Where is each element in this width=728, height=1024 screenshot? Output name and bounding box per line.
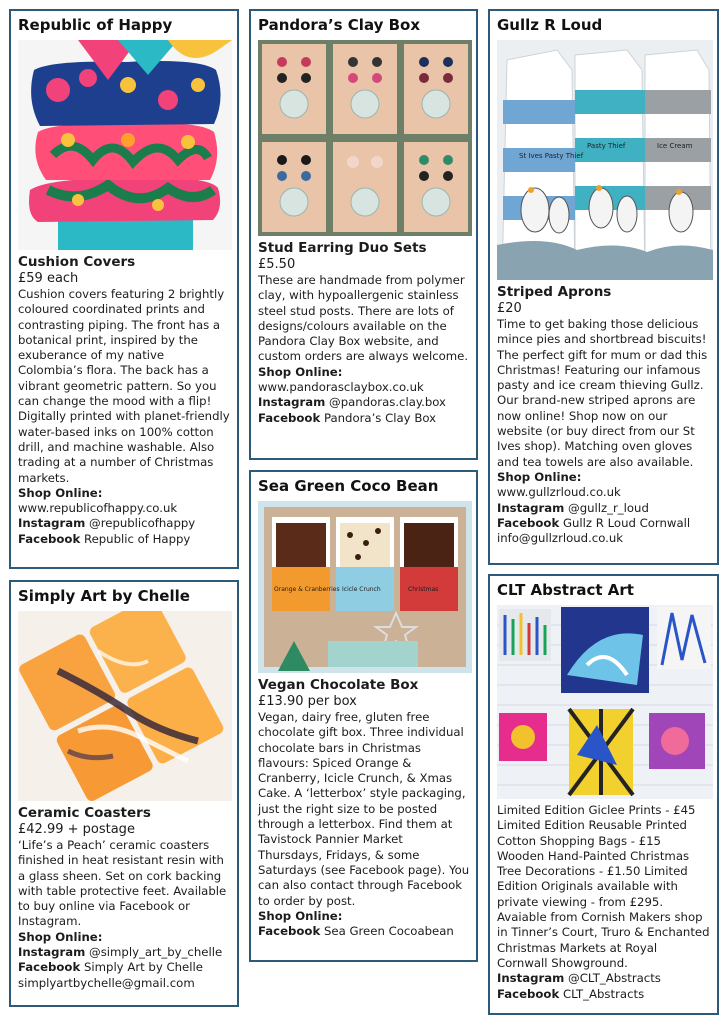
facebook-label: Facebook (18, 960, 81, 975)
instagram-line[interactable] (258, 395, 470, 410)
product-description: These are handmade from polymer clay, with hypoallergenic stainless steel stud posts. There are lots of designs/colours available on the Pandora Clay Box website, and custom orders are always welcome. (258, 273, 469, 364)
product-description: ‘Life’s a Peach’ ceramic coasters finished in heat resistant resin with a glass sheen. Set on cork backing with table protective feet. Available to buy online via Facebook or Instagram. (18, 838, 227, 929)
card-republic-of-happy (9, 9, 239, 569)
apron-text-3: Ice Cream (657, 142, 693, 150)
facebook-label: Facebook (18, 531, 81, 546)
instagram-handle: @gullz_r_loud (568, 500, 649, 515)
vendor-name: Republic of Happy (18, 16, 173, 34)
facebook-line[interactable] (497, 987, 711, 1002)
bar-label-2: Icicle Crunch (342, 586, 381, 593)
product-price: £42.99 + postage (18, 822, 135, 837)
card-clt-abstract-art (488, 574, 719, 1015)
instagram-line[interactable] (18, 945, 231, 960)
chocolate-box-photo (258, 501, 472, 673)
shop-online-label: Shop Online: (18, 929, 103, 944)
product-title: Stud Earring Duo Sets (258, 240, 427, 256)
apron-text-2: Pasty Thief (587, 142, 626, 150)
shop-online-label: Shop Online: (497, 469, 582, 484)
vendor-name: Simply Art by Chelle (18, 587, 190, 605)
instagram-line[interactable] (497, 971, 711, 986)
vendor-name: CLT Abstract Art (497, 581, 634, 599)
product-title: Striped Aprons (497, 284, 612, 300)
website-link[interactable]: www.pandorasclaybox.co.uk (258, 380, 424, 395)
instagram-handle: @simply_art_by_chelle (89, 945, 223, 960)
product-price: £59 each (18, 271, 79, 286)
earrings-photo (258, 40, 472, 236)
product-title: Cushion Covers (18, 254, 136, 270)
facebook-handle: Gullz R Loud Cornwall (562, 515, 691, 530)
apron-text-1: St Ives Pasty Thief (519, 152, 584, 160)
shop-online-label: Shop Online: (18, 485, 103, 500)
abstract-art-photo (497, 605, 713, 799)
instagram-handle: @CLT_Abstracts (568, 971, 661, 986)
instagram-line[interactable] (497, 501, 711, 516)
instagram-label: Instagram (497, 500, 565, 515)
product-price: £13.90 per box (258, 694, 357, 709)
product-price: £5.50 (258, 257, 296, 272)
facebook-line[interactable] (258, 411, 470, 426)
facebook-line[interactable] (497, 516, 711, 531)
bar-label-1: Orange & Cranberries (274, 586, 340, 593)
facebook-label: Facebook (258, 410, 321, 425)
instagram-label: Instagram (258, 395, 326, 410)
facebook-line[interactable] (18, 532, 231, 547)
instagram-handle: @republicofhappy (89, 516, 196, 531)
email-link[interactable]: simplyartbychelle@gmail.com (18, 975, 195, 990)
facebook-handle: CLT_Abstracts (562, 986, 645, 1001)
product-title: Ceramic Coasters (18, 805, 151, 821)
card-pandoras-clay-box (249, 9, 478, 460)
facebook-label: Facebook (497, 515, 560, 530)
facebook-handle: Republic of Happy (83, 531, 191, 546)
website-link[interactable]: www.gullzrloud.co.uk (497, 485, 621, 500)
bar-label-3: Christmas (408, 586, 439, 593)
card-sea-green-coco-bean (249, 470, 478, 962)
facebook-line[interactable] (18, 960, 231, 975)
shop-online-label: Shop Online: (258, 908, 343, 923)
instagram-label: Instagram (18, 945, 86, 960)
facebook-handle: Sea Green Cocoabean (323, 924, 454, 939)
facebook-handle: Pandora’s Clay Box (323, 410, 437, 425)
vendor-name: Pandora’s Clay Box (258, 16, 421, 34)
website-link[interactable]: www.republicofhappy.co.uk (18, 501, 178, 516)
vendor-name: Sea Green Coco Bean (258, 477, 439, 495)
coasters-photo (18, 611, 232, 801)
product-description: Vegan, dairy free, gluten free chocolate gift box. Three individual chocolate bars in Christmas flavours: Spiced Orange & Cranberry, Icicle Crunch, & Xmas Cake. A ‘letterbox’ style packaging, just the right size to be posted through a letterbox. Find them at Tavistock Pannier Market Thursdays, Fridays, & some Saturdays (see Facebook page). You can also contact through Facebook to order by post. (258, 710, 470, 908)
facebook-line[interactable] (258, 924, 470, 939)
product-description: Time to get baking those delicious mince pies and shortbread biscuits! The perfect gift for mum or dad this Christmas! Featuring our infamous pasty and ice cream thieving Gullz. Our brand-new striped aprons are now online! Shop now on our website (or buy direct from our St Ives shop). Matching oven gloves and tea towels are also available. (497, 317, 708, 469)
vendor-name: Gullz R Loud (497, 16, 603, 34)
facebook-handle: Simply Art by Chelle (83, 960, 203, 975)
product-price: £20 (497, 301, 522, 316)
product-description: Cushion covers featuring 2 brightly coloured coordinated prints and contrasting piping. The front has a botanical print, inspired by the exuberance of my native Colombia’s flora. The back has a vibrant geometric pattern. So you can change the mood with a flip! Digitally printed with planet-friendly water-based inks on 100% cotton drill, and machine washable. Also trading at a number of Christmas markets. (18, 287, 230, 485)
instagram-label: Instagram (18, 516, 86, 531)
cushion-photo (18, 40, 232, 250)
email-link[interactable]: info@gullzrloud.co.uk (497, 531, 624, 546)
card-simply-art-by-chelle (9, 580, 239, 1007)
aprons-photo (497, 40, 713, 280)
product-title: Vegan Chocolate Box (258, 677, 419, 693)
instagram-label: Instagram (497, 971, 565, 986)
product-description: Limited Edition Giclee Prints - £45 Limited Edition Reusable Printed Cotton Shopping Bags - £15 Wooden Hand-Painted Christmas Tree Decorations - £1.50 Limited Edition Originals available with private viewing - from £295. Avaiable from Cornish Makers shop in Tinner’s Court, Truro & Enchanted Christmas Markets at Royal Cornwall Showground. (497, 803, 710, 970)
shop-online-label: Shop Online: (258, 364, 343, 379)
facebook-label: Facebook (497, 986, 560, 1001)
instagram-handle: @pandoras.clay.box (329, 395, 446, 410)
card-gullz-r-loud (488, 9, 719, 565)
instagram-line[interactable] (18, 516, 231, 531)
facebook-label: Facebook (258, 924, 321, 939)
